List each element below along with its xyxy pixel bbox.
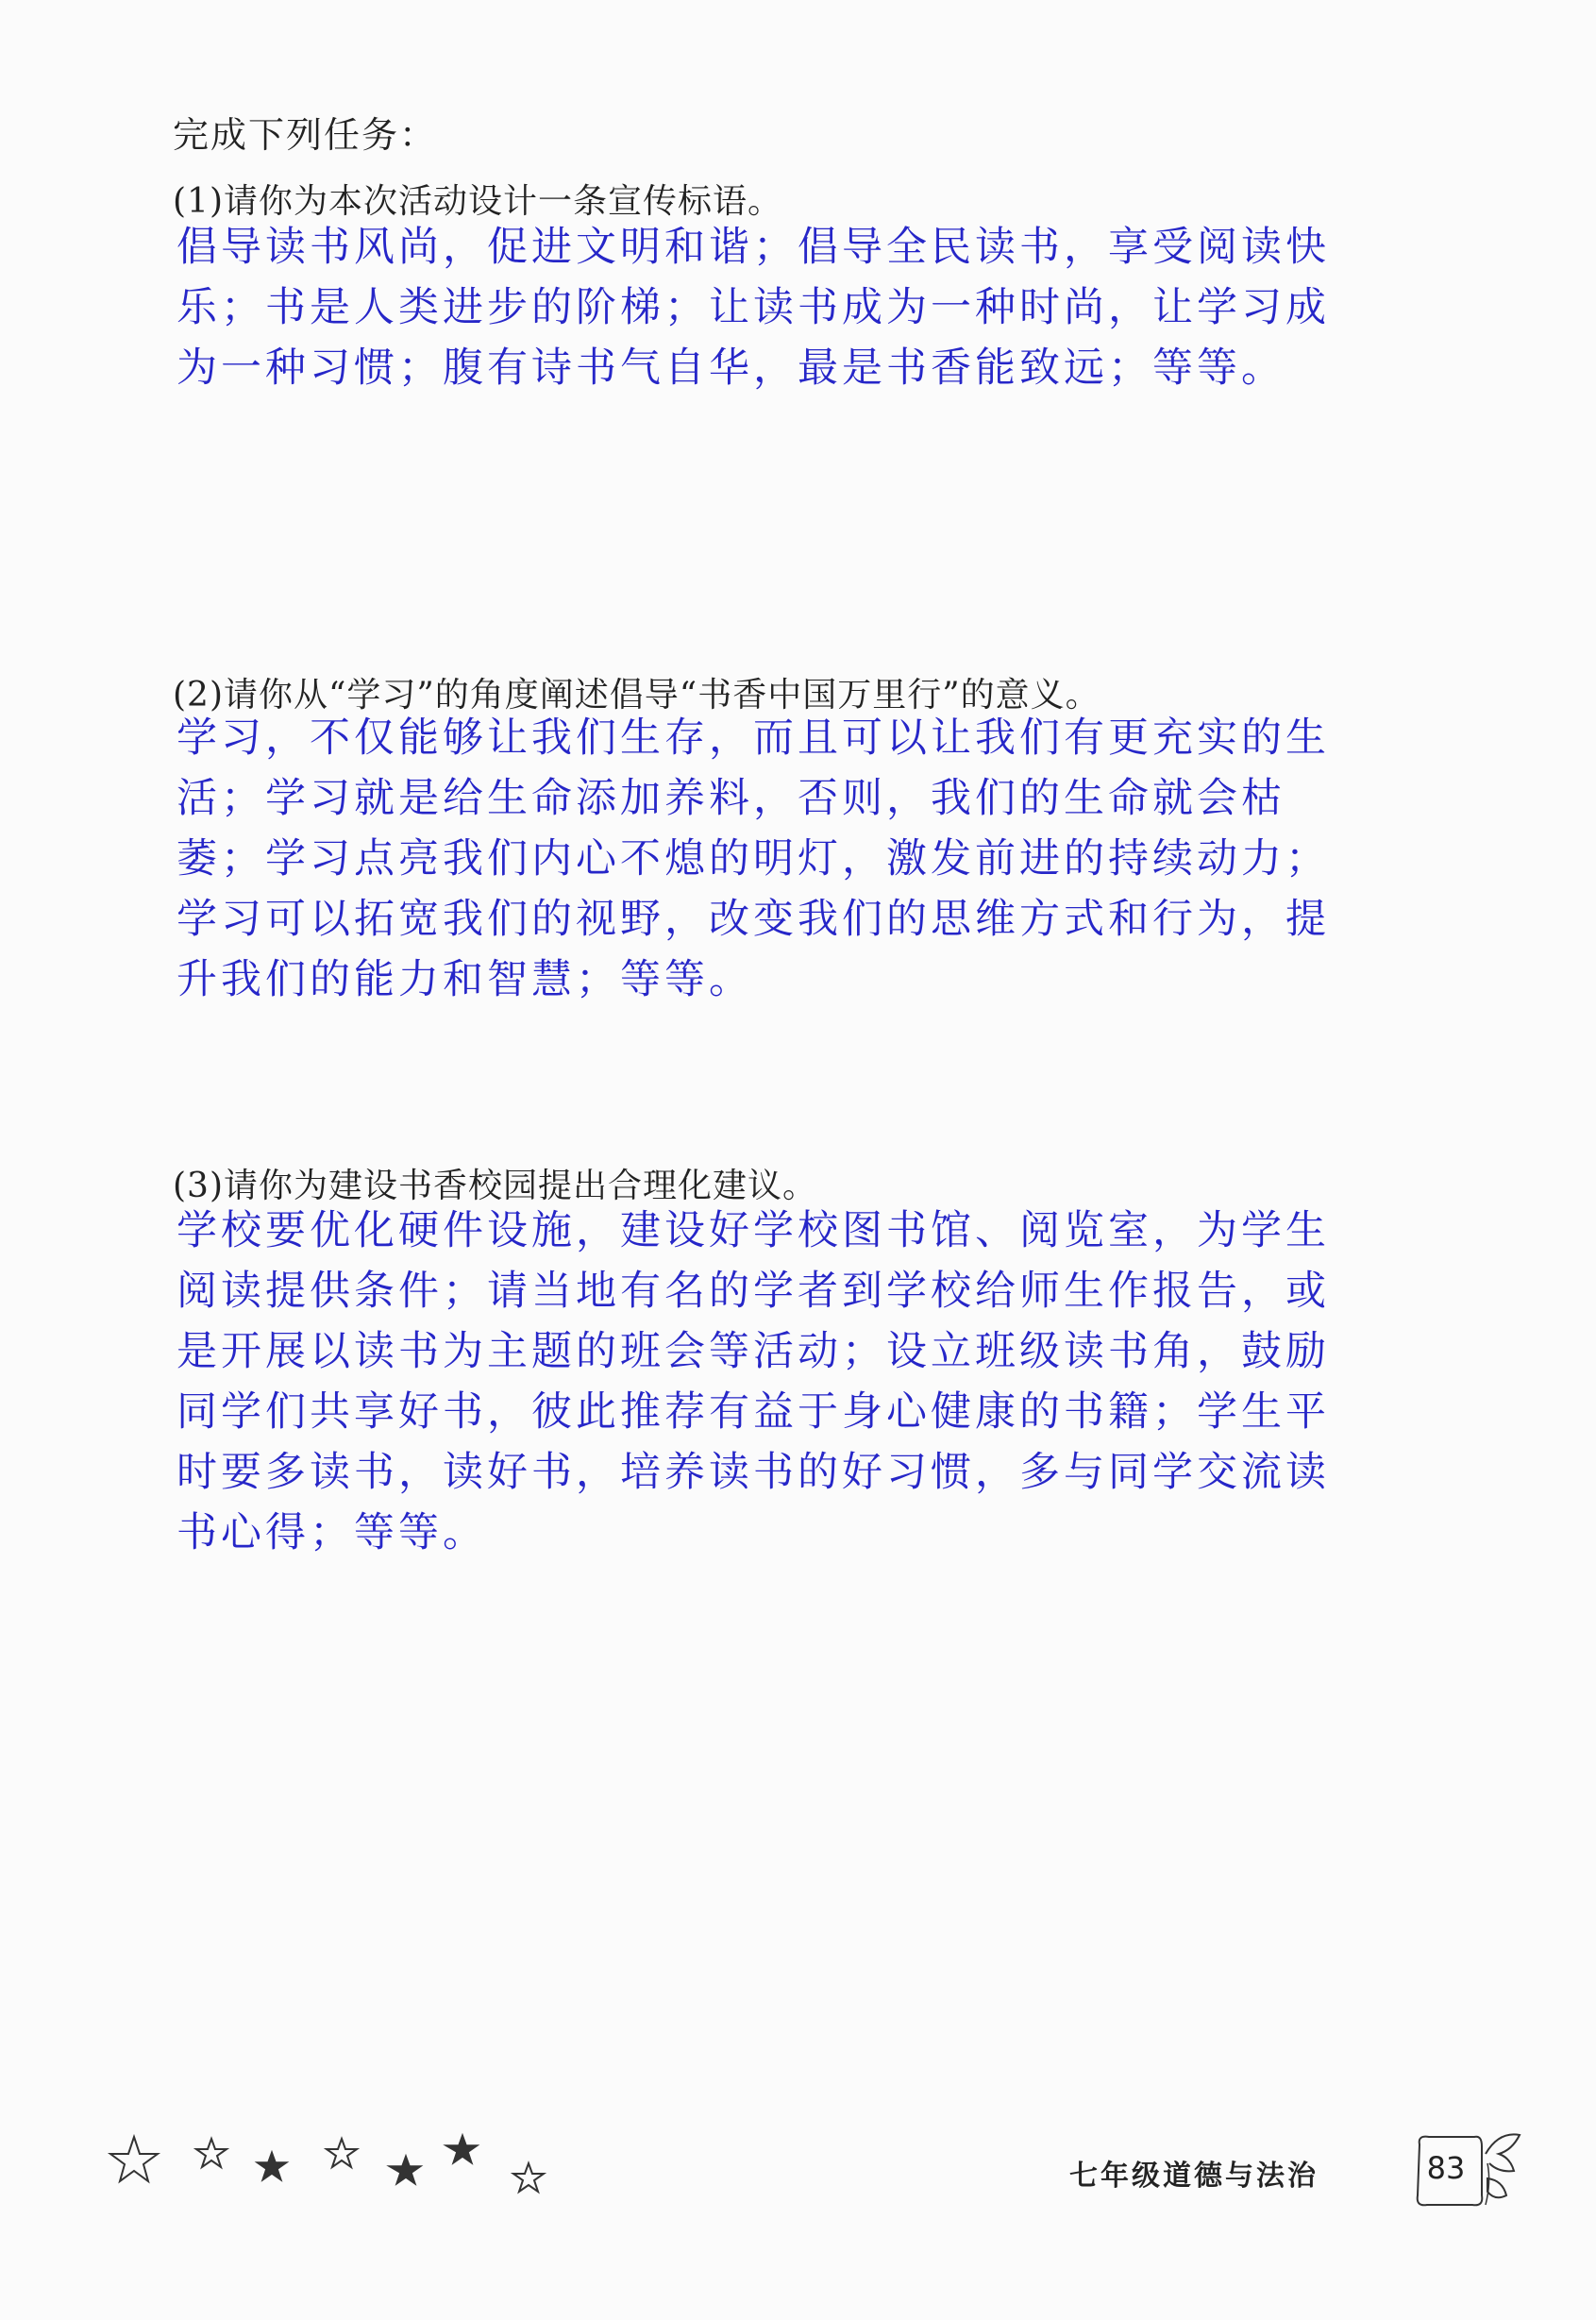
question-1-prompt: (1)请你为本次活动设计一条宣传标语。 [173,182,782,221]
star-outline-icon [513,2163,544,2192]
star-outline-icon [327,2139,357,2167]
star-outline-icon [196,2139,227,2167]
question-3-prompt: (3)请你为建设书香校园提出合理化建议。 [173,1167,817,1205]
task-intro: 完成下列任务： [173,114,438,156]
star-outline-icon [110,2137,158,2181]
star-filled-icon [257,2152,287,2180]
page-number: 83 [1426,2150,1466,2186]
star-filled-icon [445,2135,478,2163]
question-3-answer: 学校要优化硬件设施，建设好学校图书馆、阅览室，为学生阅读提供条件；请当地有名的学者到学校给师生作报告，或是开展以读书为主题的班会等活动；设立班级读书角，鼓励同学们共享好书，彼此推荐有益于身心健康的书籍；学生平时要多读书，读好书，培养读书的好习惯，多与同学交流读书心得；等等。 [176,1207,1330,1556]
question-2-answer: 学习，不仅能够让我们生存，而且可以让我们有更充实的生活；学习就是给生命添加养料，否则，我们的生命就会枯萎；学习点亮我们内心不熄的明灯，激发前进的持续动力；学习可以拓宽我们的视野，改变我们的思维方式和行为，提升我们的能力和智慧；等等。 [176,714,1330,1003]
stars-icon [106,2124,559,2199]
question-2-prompt: (2)请你从“学习”的角度阐述倡导“书香中国万里行”的意义。 [173,676,1100,714]
question-1-answer: 倡导读书风尚，促进文明和谐；倡导全民读书，享受阅读快乐；书是人类进步的阶梯；让读书成为一种时尚，让学习成为一种习惯；腹有诗书气自华，最是书香能致远；等等。 [176,224,1330,392]
star-filled-icon [389,2156,421,2184]
book-title: 七年级道德与法治 [1069,2160,1319,2193]
